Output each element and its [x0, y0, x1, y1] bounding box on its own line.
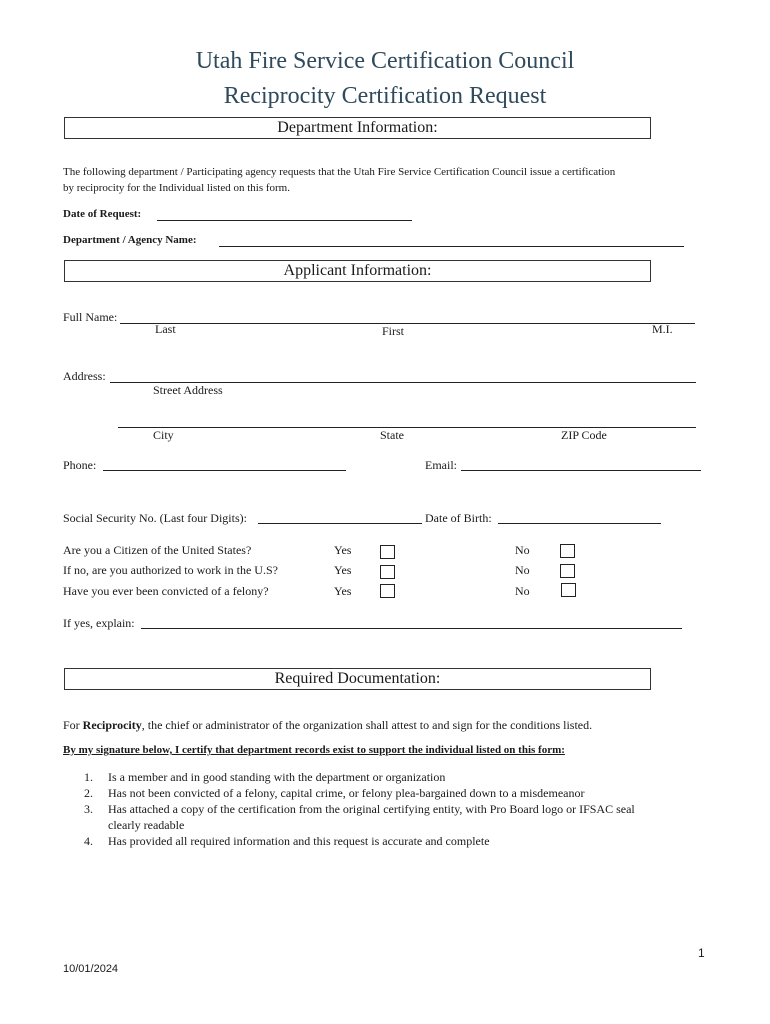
citizen-yes-label: Yes	[334, 543, 352, 557]
question-citizen: Are you a Citizen of the United States?	[63, 543, 252, 557]
date-of-birth-field[interactable]	[498, 523, 661, 524]
felony-yes-label: Yes	[334, 584, 352, 598]
explain-label: If yes, explain:	[63, 616, 135, 630]
felony-no-label: No	[515, 584, 530, 598]
felony-no-checkbox[interactable]	[561, 583, 576, 597]
ssn-label: Social Security No. (Last four Digits):	[63, 511, 247, 525]
footer-date: 10/01/2024	[63, 963, 119, 975]
date-of-request-label: Date of Request:	[63, 208, 142, 220]
question-work-authorization: If no, are you authorized to work in the U.S?	[63, 563, 278, 577]
city-caption: City	[153, 428, 174, 442]
street-address-caption: Street Address	[153, 383, 223, 397]
first-name-caption: First	[382, 324, 405, 338]
date-of-request-field[interactable]	[157, 220, 412, 221]
certify-statement: By my signature below, I certify that department records exist to support the individual listed on this form:	[63, 744, 565, 756]
zip-code-caption: ZIP Code	[561, 428, 607, 442]
full-name-field[interactable]	[120, 323, 695, 324]
list-item: 4. Has provided all required information and this request is accurate and complete	[84, 834, 490, 848]
email-label: Email:	[425, 458, 457, 472]
list-item: 1. Is a member and in good standing with the department or organization	[84, 770, 446, 784]
ssn-field[interactable]	[258, 523, 422, 524]
work-authorization-yes-checkbox[interactable]	[380, 565, 395, 579]
department-intro-line2: by reciprocity for the Individual listed on this form.	[63, 182, 290, 194]
list-item: 2. Has not been convicted of a felony, capital crime, or felony plea-bargained down to a misdemeanor	[84, 786, 585, 800]
agency-name-field[interactable]	[219, 246, 684, 247]
last-name-caption: Last	[155, 322, 176, 336]
city-state-zip-field[interactable]	[118, 427, 696, 428]
address-label: Address:	[63, 369, 106, 383]
question-felony: Have you ever been convicted of a felony?	[63, 584, 269, 598]
citizen-yes-checkbox[interactable]	[380, 545, 395, 559]
agency-name-label: Department / Agency Name:	[63, 234, 197, 246]
requirements-list	[84, 769, 654, 849]
date-of-birth-label: Date of Birth:	[425, 511, 492, 525]
state-caption: State	[380, 428, 404, 442]
work-authorization-no-checkbox[interactable]	[560, 564, 575, 578]
form-subtitle: Reciprocity Certification Request	[223, 83, 547, 109]
citizen-no-label: No	[515, 543, 530, 557]
documentation-section-heading: Required Documentation:	[64, 668, 651, 690]
department-intro-line1: The following department / Participating agency requests that the Utah Fire Service Certification Council issue a certification	[63, 166, 616, 178]
middle-initial-caption: M.I.	[652, 322, 673, 336]
phone-field[interactable]	[103, 470, 346, 471]
applicant-section-heading: Applicant Information:	[64, 260, 651, 282]
work-authorization-yes-label: Yes	[334, 563, 352, 577]
work-authorization-no-label: No	[515, 563, 530, 577]
form-title: Utah Fire Service Certification Council	[195, 48, 575, 74]
list-item: 3. Has attached a copy of the certification from the original certifying entity, with Pro Board logo or IFSAC seal clearly readable	[84, 802, 635, 832]
email-field[interactable]	[461, 470, 701, 471]
documentation-paragraph: For Reciprocity, the chief or administrator of the organization shall attest to and sign for the conditions listed.	[63, 718, 593, 732]
phone-label: Phone:	[63, 458, 97, 472]
department-section-heading: Department Information:	[64, 117, 651, 139]
citizen-no-checkbox[interactable]	[560, 544, 575, 558]
page-number: 1	[698, 946, 705, 960]
felony-yes-checkbox[interactable]	[380, 584, 395, 598]
explain-field[interactable]	[141, 628, 682, 629]
full-name-label: Full Name:	[63, 310, 118, 324]
